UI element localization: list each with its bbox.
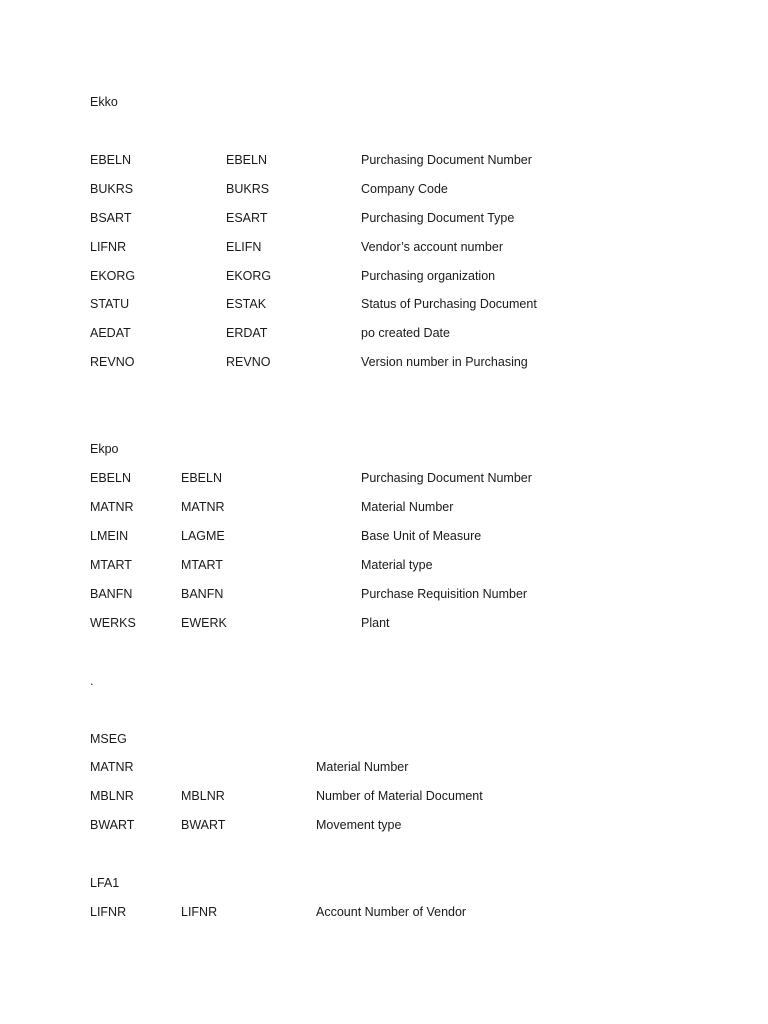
field-description: Number of Material Document — [316, 789, 483, 803]
data-element: ESART — [226, 211, 268, 225]
lfa1-heading: LFA1 — [90, 876, 120, 890]
field-name: MTART — [90, 558, 132, 572]
field-name: BANFN — [90, 587, 133, 601]
field-description: Purchasing Document Number — [361, 153, 532, 167]
data-element: EBELN — [181, 471, 222, 485]
field-name: MBLNR — [90, 789, 134, 803]
data-element: REVNO — [226, 355, 271, 369]
field-name: EKORG — [90, 269, 136, 283]
field-description: Material Number — [316, 760, 409, 774]
data-element: EWERK — [181, 616, 227, 630]
data-element: MATNR — [181, 500, 225, 514]
ekpo-heading: Ekpo — [90, 442, 119, 456]
mseg-heading: MSEG — [90, 732, 127, 746]
field-name: REVNO — [90, 355, 135, 369]
field-name: BSART — [90, 211, 132, 225]
field-name: WERKS — [90, 616, 136, 630]
field-description: Purchasing Document Type — [361, 211, 515, 225]
field-description: Movement type — [316, 818, 402, 832]
field-description: Material Number — [361, 500, 454, 514]
field-description: Plant — [361, 616, 390, 630]
field-description: Purchase Requisition Number — [361, 587, 528, 601]
data-element: BWART — [181, 818, 226, 832]
field-description: Purchasing Document Number — [361, 471, 532, 485]
field-name: EBELN — [90, 153, 131, 167]
field-description: Purchasing organization — [361, 269, 496, 283]
ekko-heading: Ekko — [90, 95, 118, 109]
field-name: LIFNR — [90, 240, 127, 254]
data-element: ELIFN — [226, 240, 262, 254]
data-element: ESTAK — [226, 297, 267, 311]
data-element: BUKRS — [226, 182, 270, 196]
field-description: Vendor’s account number — [361, 240, 503, 254]
field-description: Base Unit of Measure — [361, 529, 482, 543]
field-name: MATNR — [90, 500, 134, 514]
field-description: Material type — [361, 558, 433, 572]
field-description: po created Date — [361, 326, 450, 340]
field-description: Company Code — [361, 182, 448, 196]
data-element: ERDAT — [226, 326, 268, 340]
data-element: MTART — [181, 558, 223, 572]
field-name: BUKRS — [90, 182, 134, 196]
data-element: LIFNR — [181, 905, 218, 919]
field-name: STATU — [90, 297, 130, 311]
data-element: LAGME — [181, 529, 225, 543]
field-name: LIFNR — [90, 905, 127, 919]
data-element: MBLNR — [181, 789, 225, 803]
data-element: EBELN — [226, 153, 267, 167]
field-name: BWART — [90, 818, 135, 832]
separator-dot: . — [90, 674, 94, 688]
data-element: BANFN — [181, 587, 224, 601]
field-name: MATNR — [90, 760, 134, 774]
field-description: Account Number of Vendor — [316, 905, 467, 919]
field-name: AEDAT — [90, 326, 131, 340]
field-name: EBELN — [90, 471, 131, 485]
field-description: Status of Purchasing Document — [361, 297, 537, 311]
field-name: LMEIN — [90, 529, 129, 543]
field-description: Version number in Purchasing — [361, 355, 528, 369]
data-element: EKORG — [226, 269, 272, 283]
